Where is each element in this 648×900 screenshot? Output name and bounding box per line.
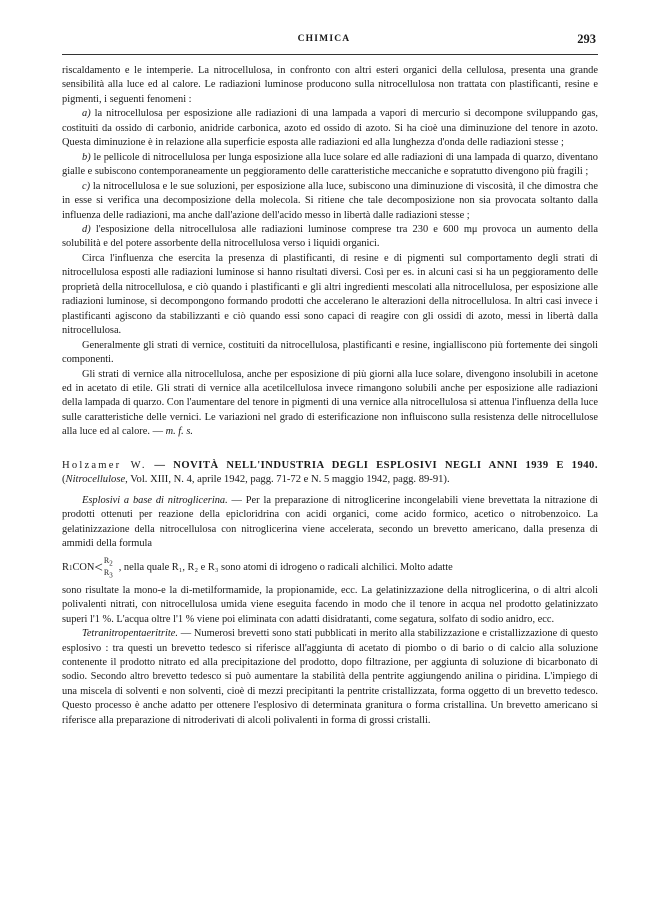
citation: , Vol. XIII, N. 4, aprile 1942, pagg. 71-72 e N. 5 maggio 1942, pagg. 89-91). bbox=[125, 474, 450, 486]
list-item-b bbox=[62, 151, 598, 180]
journal-name: Nitrocellulose bbox=[65, 474, 126, 486]
paragraph bbox=[62, 627, 598, 728]
list-item-text: la nitrocellulosa e le sue soluzioni, per esposizione alla luce, subiscono una diminuzione di viscosità, il che dimostra che in esse si verifica una decomposizione della molecola. Si ritiene che tale decomposizione non sia provocata soltanto dalla influenza delle radiazioni, ma anche dall'azione dell'acido messo in libertà dalle radiazioni stesse ; bbox=[62, 180, 598, 221]
author-signature: m. f. s. bbox=[165, 426, 193, 438]
page-number: 293 bbox=[577, 32, 596, 46]
article-title: — NOVITÀ NELL'INDUSTRIA DEGLI ESPLOSIVI NEGLI ANNI 1939 E 1940. bbox=[146, 459, 598, 471]
list-marker: a) bbox=[82, 108, 91, 120]
list-marker: c) bbox=[82, 180, 91, 192]
paragraph-text: — Per la preparazione di nitroglicerine incongelabili viene brevettata la nitrazione di prodotti ottenuti per reazione della epicloridrina con acidi organici, come acido formico, acetico o nitrobenzoico. La gelatinizzazione della nitrocellulosa con nitroglicerina viene accelerata, secondo un brevetto americano, dalla presenza di ammidi della formula bbox=[62, 494, 598, 550]
list-item-text: la nitrocellulosa per esposizione alle radiazioni di una lampada a vapori di mercurio si decompone sviluppando gas, costituiti da ossido di carbonio, anidride carbonica, azoto ed ossido di azoto. Si ha cioè una diminuzione del tenore in azoto. Questa diminuzione è in relazione alla superficie esposta alle radiazioni ed alla lunghezza d'onda delle radiazioni stesse ; bbox=[62, 108, 598, 149]
list-item-d bbox=[62, 223, 598, 252]
list-marker: d) bbox=[82, 223, 91, 235]
paragraph: Circa l'influenza che esercita la presenza di plastificanti, di resine e di pigmenti sul comportamento degli strati di nitrocellulosa esposti alle radiazioni luminose si hanno risultati diversi. Così per es. in alcuni casi si ha un peggioramento delle proprietà della nitrocellulosa, e ciò quando i plastificanti e gli altri ingredienti mescolati alla nitrocellulosa, per esposizione alle radiazioni luminose, si decompongono formando prodotti che accelerano le alterazioni della nitrocellulosa. In altri casi invece i plastificanti agiscono da stabilizzanti e ciò quando essi sono capaci di reagire con gli ossidi di azoto, messi in libertà dalla nitrocellulosa. bbox=[62, 252, 598, 337]
subsection-heading: Esplosivi a base di nitroglicerina. bbox=[82, 494, 228, 506]
header-rule bbox=[62, 54, 598, 55]
formula-caption: , nella quale R₁, R₂ e R₃ sono atomi di idrogeno o radicali alchilici. Molto adatte bbox=[118, 561, 453, 573]
paragraph bbox=[62, 368, 598, 440]
page-header bbox=[0, 34, 648, 50]
list-item-a bbox=[62, 107, 598, 150]
paragraph: riscaldamento e le intemperie. La nitrocellulosa, in confronto con altri esteri organici della cellulosa, presenta una grande sensibilità alla luce ed al calore. Le radiazioni luminose producono sulla nitrocellulosa non trattata con plastificanti, resine e pigmenti, i seguenti fenomeni : bbox=[62, 65, 598, 105]
paragraph: sono risultate la mono-e la di-metilformamide, la propionamide, ecc. La gelatinizzazione della nitroglicerina, o di altri alcoli polivalenti nitrati, con nitrocellulosa umida viene eseguita facendo in modo che il tenore in acqua nel prodotto gelatinizzato superi l'1 %. L'acqua oltre l'1 % viene poi eliminata con adatti disidratanti, come segatura, solfato di sodio anidro, ecc. bbox=[62, 584, 598, 625]
subsection-heading: Tetranitropentaeritrite. bbox=[82, 628, 178, 640]
paragraph: Generalmente gli strati di vernice, costituiti da nitrocellulosa, plastificanti e resine, ingialliscono più fortemente dei singoli componenti. bbox=[62, 339, 598, 366]
paragraph bbox=[62, 494, 598, 552]
paragraph-text: — Numerosi brevetti sono stati pubblicati in merito alla stabilizzazione e cristallizzazione di questo esplosivo : tra questi un brevetto tedesco si riferisce all'aggiunta di acetato di piombo o di bario o di calcio alla soluzione contenente il prodotto nitrato ed alla precipitazione del prodotto, dopo filtrazione, per aggiunta di soluzione di bicarbonato di sodio. Secondo altro brevetto tedesco si può aumentare la stabilità della pentrite aggiungendo anilina o piridina. L'impiego di una miscela di solventi e non solventi, cioè di mezzi precipitanti la pentrite cristallizzata, forma oggetto di un brevetto tedesco. Questo processo è anche adatto per ottenere l'esplosivo di determinata granitura o forma cristallina. Un brevetto americano si riferisce alla preparazione di nitroderivati di alcoli polivalenti in forma di grossi cristalli. bbox=[62, 628, 598, 726]
author-name: Holzamer W. bbox=[62, 459, 147, 471]
list-marker: b) bbox=[82, 151, 91, 163]
running-title: CHIMICA bbox=[297, 34, 351, 44]
formula-line bbox=[62, 556, 598, 581]
list-item-text: le pellicole di nitrocellulosa per lunga esposizione alla luce solare ed alle radiazioni di una lampada di quarzo, diventano gialle e subiscono contemporaneamente un peggioramento delle caratteristiche meccaniche e sopratutto divengono più fragili ; bbox=[62, 151, 598, 178]
list-item-c bbox=[62, 180, 598, 223]
paragraph-text: Gli strati di vernice alla nitrocellulosa, anche per esposizione di più giorni alla luce solare, divengono insolubili in acetone ed in acetato di etile. Gli strati di vernice alla acetilcellulosa invece rimangono solubili anche per esposizione alle radiazioni della lampada di quarzo. Con l'aumentare del tenore in pigmenti di una vernice alla nitrocellulosa si attenua l'influenza della luce sulle caratteristiche delle vernici. Le variazioni nel grado di esterificazione non influiscono sulla resistenza delle nitrocellulose alla luce ed al calore. — bbox=[62, 368, 598, 438]
chemical-formula: R 1 CON < $R_2$ $R_3$ bbox=[62, 555, 113, 580]
list-item-text: l'esposizione della nitrocellulosa alle radiazioni luminose comprese tra 230 e 600 mμ provoca un aumento della solubilità e del potere assorbente della nitrocellulosa verso i liquidi organici. bbox=[62, 223, 598, 250]
article-explosives-novelties bbox=[62, 459, 598, 728]
article-nitrocellulose-light bbox=[62, 64, 598, 440]
page-body bbox=[62, 64, 598, 728]
article-heading: Holzamer W. — NOVITÀ NELL'INDUSTRIA DEGLI ESPLOSIVI NEGLI ANNI 1939 E 1940. (Nitrocellulose, Vol. XIII, N. 4, aprile 1942, pagg. 71-72 e N. 5 maggio 1942, pagg. 89-91). bbox=[62, 459, 598, 486]
